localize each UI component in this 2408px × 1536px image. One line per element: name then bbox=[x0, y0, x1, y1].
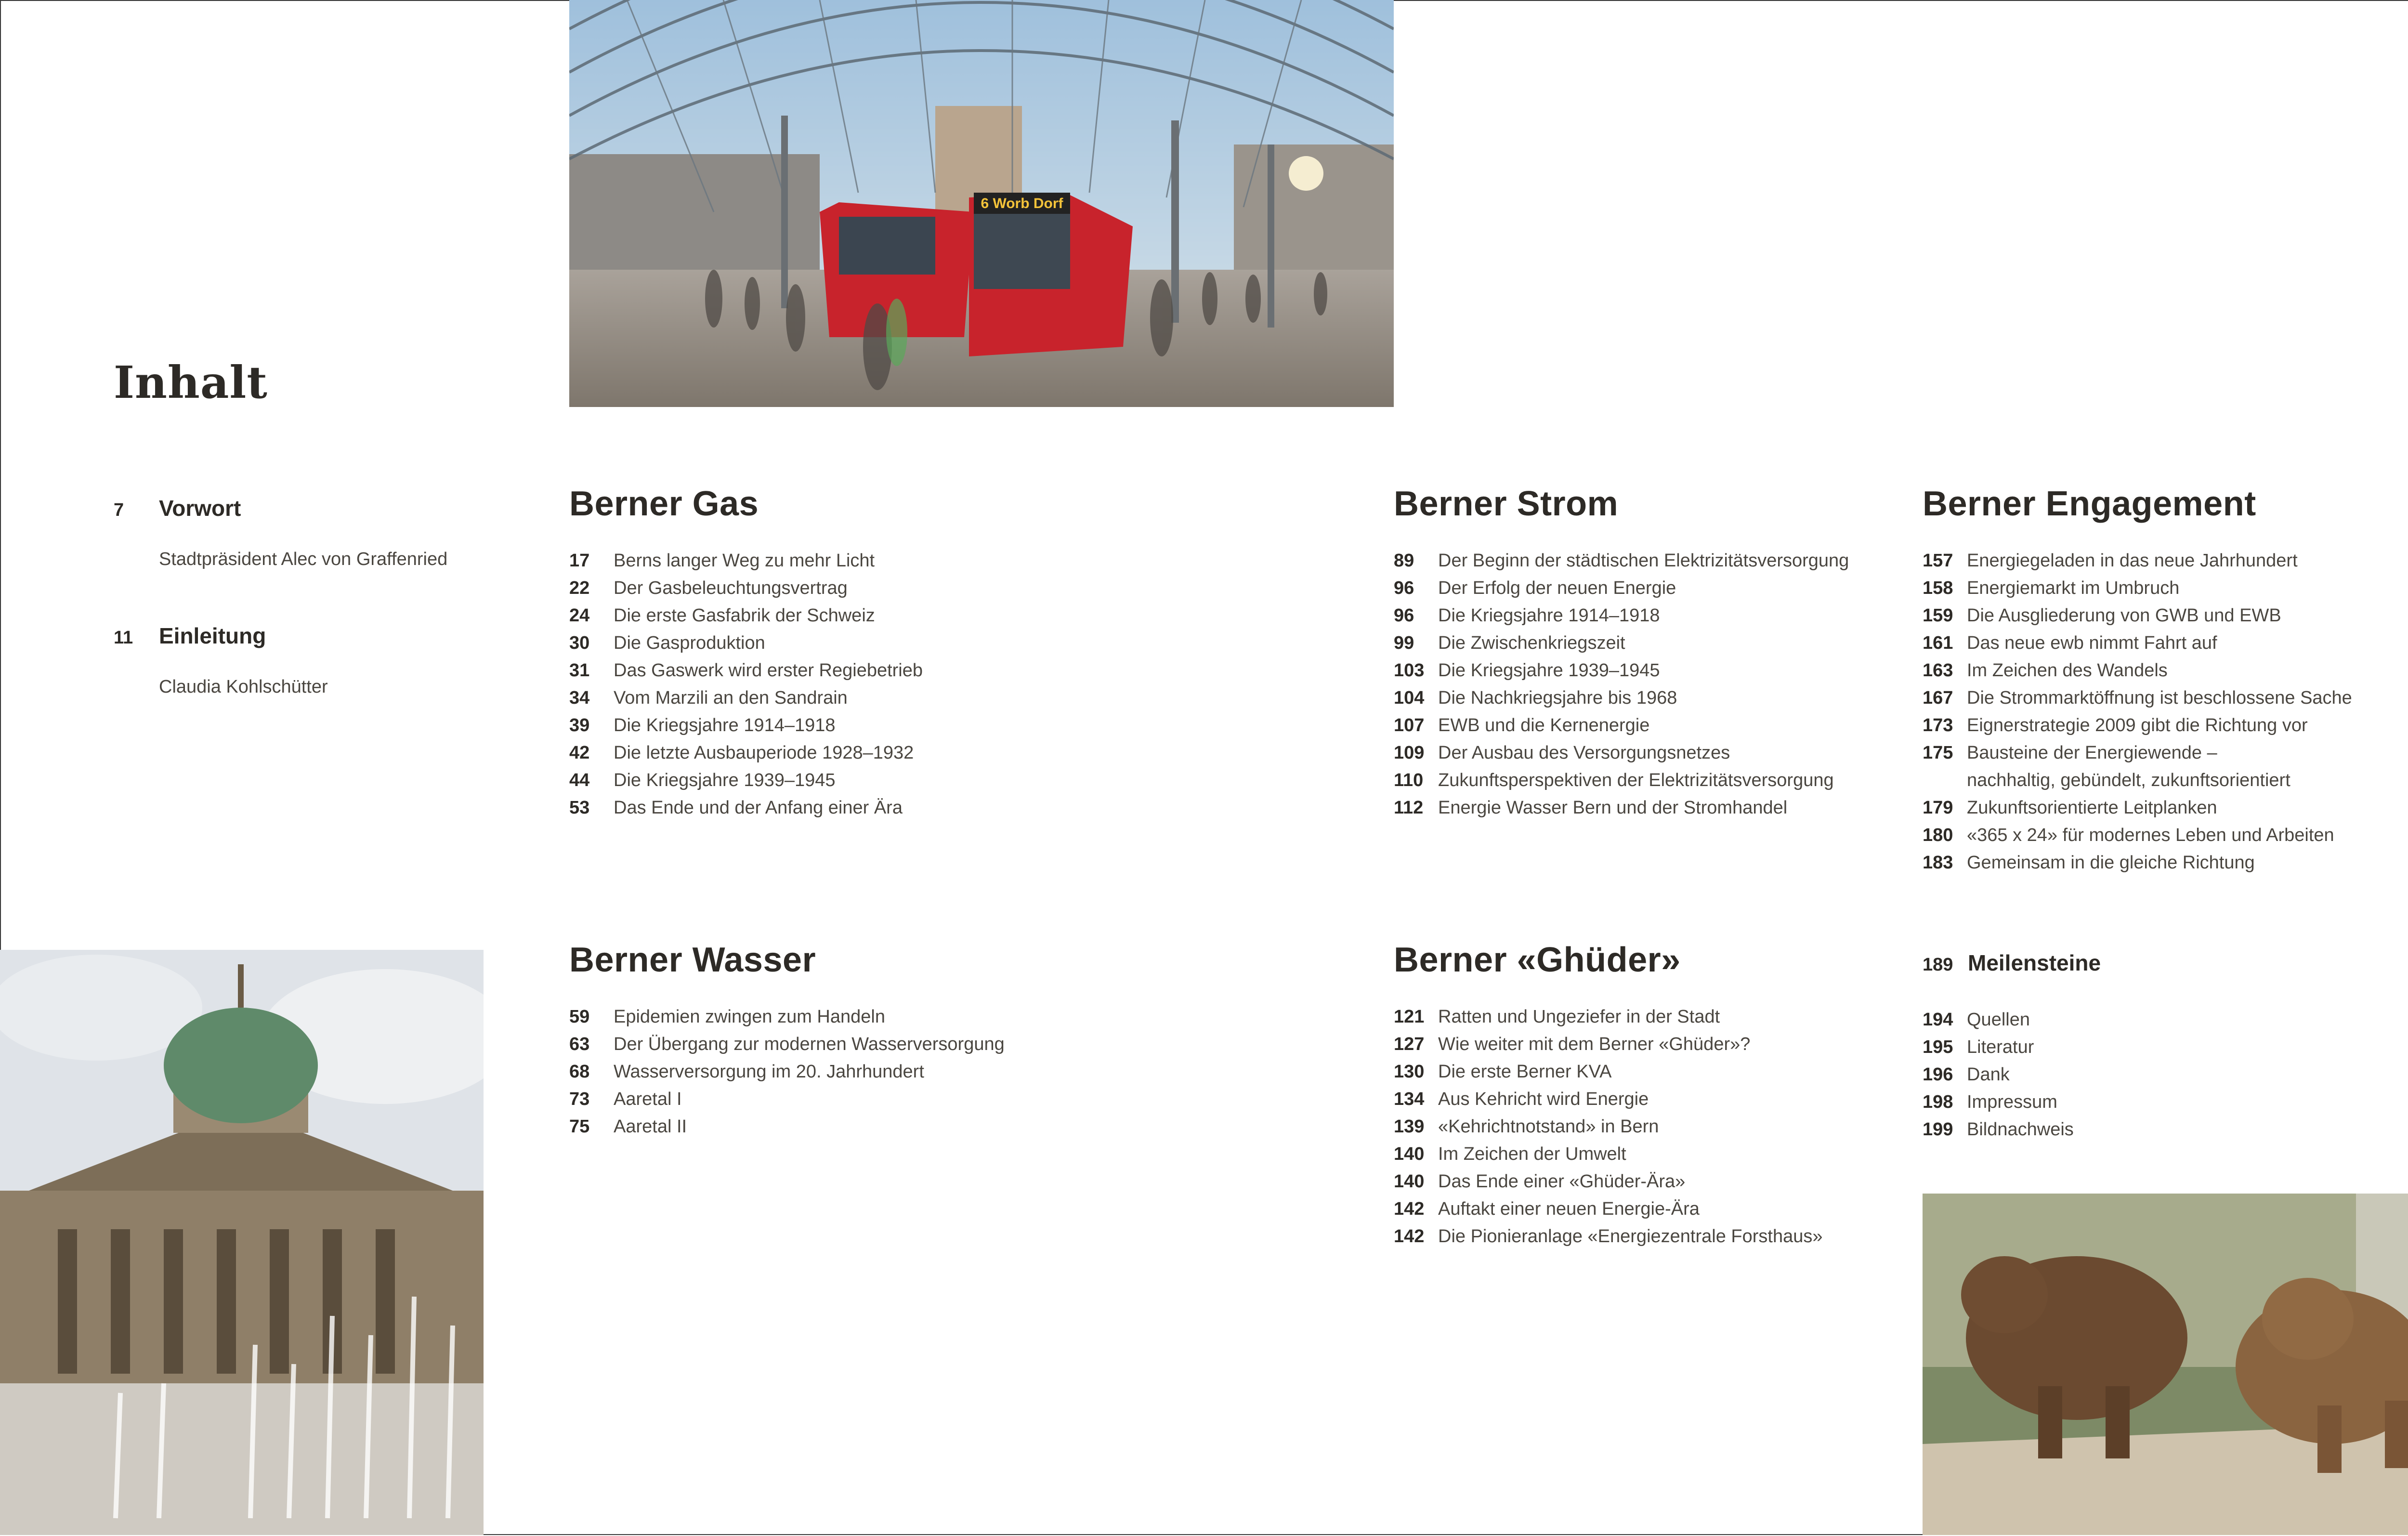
front-matter-einleitung[interactable] bbox=[114, 623, 328, 697]
page-number: 140 bbox=[1394, 1171, 1425, 1192]
entry-title: Die Kriegsjahre 1939–1945 bbox=[1438, 660, 1660, 681]
page-number: 127 bbox=[1394, 1034, 1425, 1054]
page-number: 173 bbox=[1923, 715, 1953, 735]
toc-entry[interactable] bbox=[1923, 660, 2352, 688]
page-number: 130 bbox=[1394, 1062, 1425, 1082]
page-number: 142 bbox=[1394, 1199, 1425, 1219]
entry-title: Die Strommarktöffnung ist beschlossene Sache bbox=[1967, 688, 2352, 708]
section-title: Berner Gas bbox=[569, 485, 759, 523]
entry-title: Epidemien zwingen zum Handeln bbox=[614, 1007, 885, 1027]
toc-entry[interactable] bbox=[1394, 743, 1849, 770]
toc-entry[interactable] bbox=[1394, 1116, 1822, 1144]
entry-title: Aaretal I bbox=[614, 1089, 682, 1109]
toc-entry[interactable] bbox=[1394, 605, 1849, 633]
page-number: 96 bbox=[1394, 605, 1414, 626]
toc-entry[interactable] bbox=[1923, 688, 2352, 715]
page-number: 17 bbox=[569, 551, 590, 571]
entry-title: Energiemarkt im Umbruch bbox=[1967, 578, 2180, 598]
entry-title: Ratten und Ungeziefer in der Stadt bbox=[1438, 1007, 1720, 1027]
entry-title: Wasserversorgung im 20. Jahrhundert bbox=[614, 1062, 924, 1082]
page-number: 42 bbox=[569, 743, 590, 763]
toc-entry[interactable] bbox=[569, 1089, 1005, 1116]
page-number: 104 bbox=[1394, 688, 1425, 708]
milestones-title: Meilensteine bbox=[1968, 950, 2101, 975]
entry-title: Bildnachweis bbox=[1967, 1119, 2074, 1140]
entry-title: Die Kriegsjahre 1939–1945 bbox=[614, 770, 836, 790]
entry-title: Eignerstrategie 2009 gibt die Richtung vor bbox=[1967, 715, 2308, 735]
entry-title: Das Ende einer «Ghüder-Ära» bbox=[1438, 1171, 1686, 1192]
entry-title: Energiegeladen in das neue Jahrhundert bbox=[1967, 551, 2298, 571]
toc-entry[interactable] bbox=[1923, 605, 2352, 633]
milestones-heading[interactable] bbox=[1923, 950, 2101, 976]
entry-title: Gemeinsam in die gleiche Richtung bbox=[1967, 853, 2255, 873]
front-matter-title: Einleitung bbox=[159, 623, 266, 648]
toc-entry[interactable] bbox=[1394, 688, 1849, 715]
entry-title: Die Pionieranlage «Energiezentrale Forsthaus» bbox=[1438, 1226, 1823, 1247]
tram-station-photo bbox=[569, 0, 1394, 407]
entry-title: «365 x 24» für modernes Leben und Arbeiten bbox=[1967, 825, 2334, 845]
section-berner-engagement bbox=[1923, 484, 2352, 880]
page-number: 112 bbox=[1394, 798, 1424, 818]
toc-entry[interactable] bbox=[1923, 633, 2352, 660]
toc-entry[interactable] bbox=[569, 715, 923, 743]
toc-entry[interactable] bbox=[1394, 551, 1849, 578]
page-number: 96 bbox=[1394, 578, 1414, 598]
entry-title: Wie weiter mit dem Berner «Ghüder»? bbox=[1438, 1034, 1751, 1054]
toc-entry[interactable] bbox=[1923, 1037, 2101, 1064]
page-number: 175 bbox=[1923, 743, 1953, 763]
bear-cubs-photo bbox=[1923, 1194, 2408, 1535]
toc-entry[interactable] bbox=[1923, 1092, 2101, 1119]
page-number: 159 bbox=[1923, 605, 1953, 626]
page-number: 199 bbox=[1923, 1119, 1953, 1140]
page-number: 121 bbox=[1394, 1007, 1425, 1027]
page-number: 24 bbox=[569, 605, 590, 626]
page-number: 179 bbox=[1923, 798, 1953, 818]
page-number: 63 bbox=[569, 1034, 590, 1054]
section-berner-gas bbox=[569, 484, 923, 825]
front-matter-vorwort[interactable] bbox=[114, 495, 447, 570]
page-number: 161 bbox=[1923, 633, 1953, 653]
toc-entry[interactable] bbox=[1923, 1119, 2101, 1147]
page-number: 44 bbox=[569, 770, 590, 790]
toc-entry[interactable] bbox=[1394, 715, 1849, 743]
section-title: Berner Wasser bbox=[569, 941, 816, 979]
entry-title: Aus Kehricht wird Energie bbox=[1438, 1089, 1649, 1109]
toc-entry[interactable] bbox=[569, 1034, 1005, 1062]
page-number: 99 bbox=[1394, 633, 1414, 653]
toc-entry[interactable] bbox=[1394, 660, 1849, 688]
entry-title: Berns langer Weg zu mehr Licht bbox=[614, 551, 875, 571]
section-berner-strom bbox=[1394, 484, 1849, 825]
page-number: 39 bbox=[569, 715, 590, 735]
page-number: 59 bbox=[569, 1007, 590, 1027]
page-number: 109 bbox=[1394, 743, 1425, 763]
toc-entry[interactable] bbox=[1394, 1089, 1822, 1116]
entry-title: Die Ausgliederung von GWB und EWB bbox=[1967, 605, 2281, 626]
toc-entry[interactable] bbox=[1394, 770, 1849, 798]
toc-entry[interactable] bbox=[1923, 1010, 2101, 1037]
entry-title: Dank bbox=[1967, 1064, 2010, 1085]
page-number: 53 bbox=[569, 798, 590, 818]
toc-entry[interactable] bbox=[1923, 743, 2352, 770]
entry-title: Der Gasbeleuchtungsvertrag bbox=[614, 578, 848, 598]
toc-entry[interactable] bbox=[569, 660, 923, 688]
toc-entry[interactable] bbox=[1394, 1171, 1822, 1199]
page-number: 30 bbox=[569, 633, 590, 653]
toc-entry[interactable] bbox=[1923, 798, 2352, 825]
toc-entry[interactable] bbox=[1923, 578, 2352, 605]
entry-title: Der Übergang zur modernen Wasserversorgung bbox=[614, 1034, 1005, 1054]
page-number: 183 bbox=[1923, 853, 1953, 873]
page-number: 107 bbox=[1394, 715, 1425, 735]
toc-entry[interactable] bbox=[1394, 1062, 1822, 1089]
entry-title: Aaretal II bbox=[614, 1116, 687, 1137]
page-number: 11 bbox=[114, 628, 133, 648]
entry-title: Die Nachkriegsjahre bis 1968 bbox=[1438, 688, 1677, 708]
section-berner-wasser bbox=[569, 940, 1005, 1144]
page-number: 68 bbox=[569, 1062, 590, 1082]
page-number: 195 bbox=[1923, 1037, 1953, 1057]
page-number: 196 bbox=[1923, 1064, 1953, 1085]
page-number: 134 bbox=[1394, 1089, 1425, 1109]
page-number: 163 bbox=[1923, 660, 1953, 681]
toc-entry[interactable] bbox=[1394, 633, 1849, 660]
entry-title: Der Ausbau des Versorgungsnetzes bbox=[1438, 743, 1730, 763]
toc-entry[interactable] bbox=[1394, 1199, 1822, 1226]
entry-title: Die erste Berner KVA bbox=[1438, 1062, 1612, 1082]
entry-title: Das Gaswerk wird erster Regiebetrieb bbox=[614, 660, 923, 681]
entry-title: EWB und die Kernenergie bbox=[1438, 715, 1650, 735]
toc-entry[interactable] bbox=[1394, 1226, 1822, 1254]
page-number: 110 bbox=[1394, 770, 1424, 790]
page-number: 22 bbox=[569, 578, 590, 598]
front-matter-author: Claudia Kohlschütter bbox=[159, 677, 328, 697]
page-number: 142 bbox=[1394, 1226, 1425, 1247]
toc-entry[interactable] bbox=[1394, 1144, 1822, 1171]
entry-title: Quellen bbox=[1967, 1010, 2030, 1030]
toc-entry[interactable] bbox=[1394, 578, 1849, 605]
toc-entry[interactable] bbox=[1923, 853, 2352, 880]
entry-title: Bausteine der Energiewende – bbox=[1967, 743, 2217, 763]
page-number: 103 bbox=[1394, 660, 1425, 681]
toc-entry[interactable] bbox=[1394, 1034, 1822, 1062]
front-matter-author: Stadtpräsident Alec von Graffenried bbox=[159, 549, 448, 569]
entry-title: Zukunftsorientierte Leitplanken bbox=[1967, 798, 2217, 818]
toc-entry[interactable] bbox=[569, 798, 923, 825]
page-title: Inhalt bbox=[114, 356, 268, 408]
entry-title: «Kehrichtnotstand» in Bern bbox=[1438, 1116, 1659, 1137]
page-number: 73 bbox=[569, 1089, 590, 1109]
entry-title: Die letzte Ausbauperiode 1928–1932 bbox=[614, 743, 914, 763]
entry-title: Auftakt einer neuen Energie-Ära bbox=[1438, 1199, 1700, 1219]
toc-entry[interactable] bbox=[569, 688, 923, 715]
toc-entry[interactable] bbox=[1923, 1064, 2101, 1092]
page-number: 140 bbox=[1394, 1144, 1425, 1164]
front-matter-title: Vorwort bbox=[159, 496, 241, 521]
toc-entry[interactable] bbox=[1394, 1007, 1822, 1034]
entry-title: Das neue ewb nimmt Fahrt auf bbox=[1967, 633, 2217, 653]
toc-entry[interactable] bbox=[569, 551, 923, 578]
page-number: 194 bbox=[1923, 1010, 1953, 1030]
entry-title: Im Zeichen der Umwelt bbox=[1438, 1144, 1626, 1164]
page-number: 158 bbox=[1923, 578, 1953, 598]
entry-title: Zukunftsperspektiven der Elektrizitätsversorgung bbox=[1438, 770, 1834, 790]
page-number: 157 bbox=[1923, 551, 1953, 571]
toc-entry[interactable] bbox=[569, 633, 923, 660]
toc-entry[interactable] bbox=[569, 578, 923, 605]
toc-entry[interactable] bbox=[1923, 715, 2352, 743]
entry-title: Der Beginn der städtischen Elektrizitätsversorgung bbox=[1438, 551, 1849, 571]
page-number: 167 bbox=[1923, 688, 1953, 708]
toc-entry[interactable] bbox=[1394, 798, 1849, 825]
page-number: 31 bbox=[569, 660, 590, 681]
entry-title: Der Erfolg der neuen Energie bbox=[1438, 578, 1676, 598]
tram-destination-sign: 6 Worb Dorf bbox=[981, 196, 1063, 211]
section-title: Berner Engagement bbox=[1923, 485, 2256, 523]
toc-entry[interactable] bbox=[569, 1007, 1005, 1034]
entry-title: Die Gasproduktion bbox=[614, 633, 765, 653]
page-number: 7 bbox=[114, 500, 124, 520]
page-number: 198 bbox=[1923, 1092, 1953, 1112]
toc-entry[interactable] bbox=[569, 743, 923, 770]
page-number: 34 bbox=[569, 688, 590, 708]
entry-title: Vom Marzili an den Sandrain bbox=[614, 688, 848, 708]
section-berner-ghueder bbox=[1394, 940, 1822, 1254]
entry-title: nachhaltig, gebündelt, zukunftsorientiert bbox=[1967, 770, 2290, 790]
page-number: 75 bbox=[569, 1116, 590, 1137]
page-number: 180 bbox=[1923, 825, 1953, 845]
toc-entry[interactable] bbox=[569, 605, 923, 633]
page-number: 189 bbox=[1923, 955, 1953, 975]
toc-entry[interactable] bbox=[1923, 551, 2352, 578]
federal-palace-photo bbox=[0, 950, 484, 1535]
page-number: 139 bbox=[1394, 1116, 1425, 1137]
entry-title: Die erste Gasfabrik der Schweiz bbox=[614, 605, 875, 626]
entry-title: Im Zeichen des Wandels bbox=[1967, 660, 2168, 681]
entry-title: Die Kriegsjahre 1914–1918 bbox=[1438, 605, 1660, 626]
entry-title: Die Kriegsjahre 1914–1918 bbox=[614, 715, 836, 735]
toc-entry[interactable] bbox=[1923, 825, 2352, 853]
page-number: 89 bbox=[1394, 551, 1414, 571]
toc-entry[interactable] bbox=[569, 770, 923, 798]
entry-title: Energie Wasser Bern und der Stromhandel bbox=[1438, 798, 1788, 818]
section-title: Berner Strom bbox=[1394, 485, 1619, 523]
entry-title: Impressum bbox=[1967, 1092, 2057, 1112]
toc-entry[interactable] bbox=[1923, 770, 2352, 798]
toc-entry[interactable] bbox=[569, 1062, 1005, 1089]
entry-title: Die Zwischenkriegszeit bbox=[1438, 633, 1625, 653]
toc-entry[interactable] bbox=[569, 1116, 1005, 1144]
section-meilensteine bbox=[1923, 950, 2101, 1147]
section-title: Berner «Ghüder» bbox=[1394, 941, 1681, 979]
entry-title: Das Ende und der Anfang einer Ära bbox=[614, 798, 903, 818]
entry-title: Literatur bbox=[1967, 1037, 2034, 1057]
